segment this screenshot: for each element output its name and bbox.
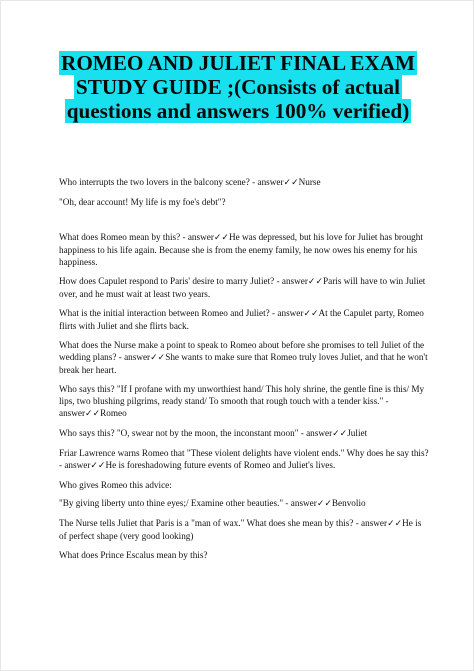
qa-list: [59, 176, 429, 568]
double-check-icon: ✓✓: [332, 429, 348, 440]
answer-text: At the Capulet party, Romeo flirts with Juliet and she flirts back.: [59, 307, 424, 332]
answer-prefix: - answer: [353, 518, 388, 529]
qa-item: [59, 497, 429, 510]
answer-text: Paris will have to win Juliet over, and he must wait at least two years.: [59, 276, 426, 300]
qa-item: [59, 427, 429, 440]
double-check-icon: ✓✓: [85, 409, 101, 420]
question-text: How does Capulet respond to Paris' desire to marry Juliet?: [59, 276, 275, 287]
answer-text: He is foreshadowing future events of Romeo and Juliet's lives.: [105, 459, 336, 470]
qa-item: [59, 196, 429, 208]
qa-item: [59, 231, 429, 269]
question-text: "By giving liberty unto thine eyes;/ Examine other beauties.": [59, 498, 284, 509]
answer-prefix: - answer: [180, 231, 214, 242]
double-check-icon: ✓✓: [283, 178, 299, 188]
answer-text: Benvolio: [331, 498, 366, 509]
answer-prefix: - answer: [283, 498, 317, 509]
question-text: Who says this? "O, swear not by the moon, the inconstant moon": [59, 428, 299, 439]
question-text: What does Prince Escalus mean by this?: [59, 549, 208, 560]
qa-item: [59, 339, 429, 377]
qa-item: [59, 307, 429, 332]
answer-prefix: - answer: [298, 428, 333, 439]
question-text: Who gives Romeo this advice:: [59, 479, 172, 490]
answer-prefix: - answer: [269, 307, 304, 318]
question-text: What does the Nurse make a point to speak to Romeo about before she promises to tell Juliet of the wedding plans?: [59, 339, 425, 363]
question-text: What does Romeo mean by this?: [59, 231, 181, 242]
answer-prefix: - answer: [274, 276, 308, 287]
qa-item: [59, 549, 429, 561]
answer-prefix: - answer: [59, 459, 91, 470]
title-line: STUDY GUIDE ;(Consists of actual: [75, 75, 401, 99]
title-block: [1, 51, 474, 123]
question-text: Friar Lawrence warns Romeo that "These violent delights have violent ends." Why does he say this?: [59, 447, 429, 458]
double-check-icon: ✓✓: [307, 277, 324, 288]
qa-item: [59, 176, 429, 189]
answer-text: She wants to make sure that Romeo truly loves Juliet, and that he won't break her heart.: [59, 352, 428, 376]
qa-item: [59, 383, 429, 421]
question-text: What is the initial interaction between Romeo and Juliet?: [59, 307, 270, 318]
question-text: The Nurse tells Juliet that Paris is a "man of wax." What does she mean by this?: [59, 518, 354, 529]
question-text: Who says this? "If I profane with my unworthiest hand/ This holy shrine, the gentle fine is this/ My lips, two blushing pilgrims, ready stand/ To smooth that rough touch with a tender kiss.": [59, 383, 425, 407]
question-text: "Oh, dear account! My life is my foe's debt"?: [59, 196, 226, 207]
question-text: Who interrupts the two lovers in the balcony scene?: [59, 177, 250, 187]
qa-item: [59, 447, 429, 472]
answer-text: Romeo: [100, 408, 127, 419]
answer-text: He was depressed, but his love for Juliet has brought happiness to his life again. Because she is from the enemy family, he now owes his enemy for his happiness.: [59, 231, 423, 268]
answer-prefix: - answer: [249, 177, 284, 187]
double-check-icon: ✓✓: [387, 519, 403, 530]
double-check-icon: ✓✓: [303, 308, 319, 319]
answer-text: He is of perfect shape (very good looking): [59, 518, 422, 542]
title-line: ROMEO AND JULIET FINAL EXAM: [61, 51, 415, 75]
answer-text: Juliet: [347, 428, 368, 439]
qa-item: [59, 479, 429, 491]
qa-item: [59, 275, 429, 300]
answer-prefix: - answer: [59, 396, 389, 419]
double-check-icon: ✓✓: [316, 499, 332, 510]
double-check-icon: ✓✓: [90, 460, 106, 471]
double-check-icon: ✓✓: [150, 353, 166, 364]
title-line: questions and answers 100% verified): [66, 99, 410, 123]
document-title: [59, 51, 417, 123]
answer-text: Nurse: [298, 177, 321, 187]
answer-prefix: - answer: [116, 352, 151, 363]
qa-item: [59, 517, 429, 542]
double-check-icon: ✓✓: [213, 232, 229, 243]
